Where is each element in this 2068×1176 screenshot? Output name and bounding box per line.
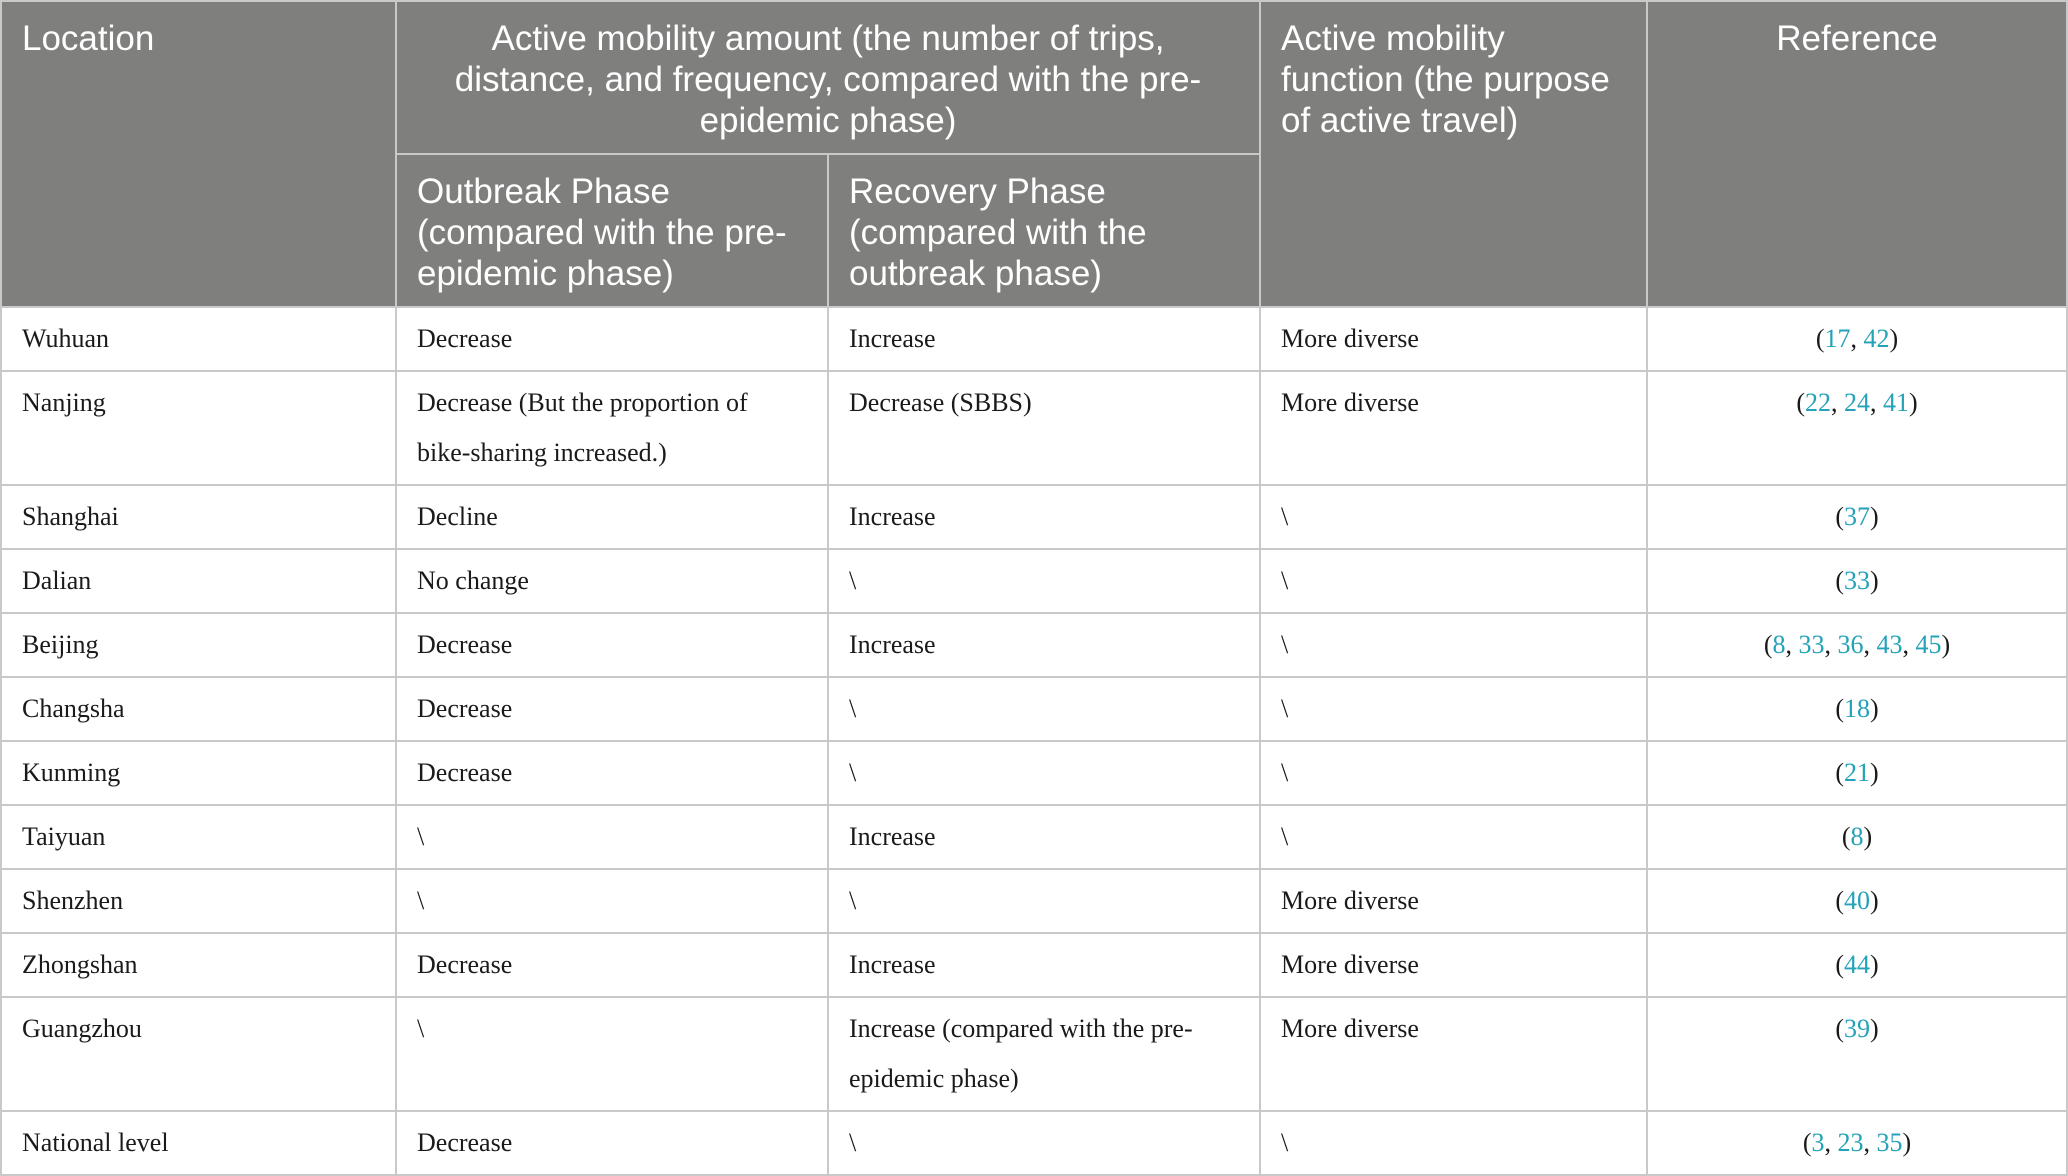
- cell-recovery: \: [828, 1111, 1260, 1175]
- cell-outbreak: \: [396, 869, 828, 933]
- cell-reference: (8): [1647, 805, 2067, 869]
- cell-reference: (21): [1647, 741, 2067, 805]
- cell-recovery: Increase (compared with the pre-epidemic phase): [828, 997, 1260, 1111]
- reference-link[interactable]: 21: [1844, 758, 1871, 787]
- cell-function: More diverse: [1260, 371, 1647, 485]
- cell-outbreak: Decline: [396, 485, 828, 549]
- table-row: [1, 997, 2067, 1111]
- cell-recovery: Increase: [828, 307, 1260, 371]
- cell-function: More diverse: [1260, 933, 1647, 997]
- cell-function: More diverse: [1260, 869, 1647, 933]
- reference-link[interactable]: 40: [1844, 886, 1871, 915]
- cell-recovery: Increase: [828, 805, 1260, 869]
- cell-function: More diverse: [1260, 307, 1647, 371]
- header-location: Location: [1, 1, 396, 307]
- table-row: [1, 805, 2067, 869]
- header-mobility-amount: Active mobility amount (the number of trips, distance, and frequency, compared with the pre-epidemic phase): [396, 1, 1260, 154]
- cell-function: \: [1260, 805, 1647, 869]
- table-row: [1, 485, 2067, 549]
- reference-link[interactable]: 43: [1876, 630, 1903, 659]
- reference-link[interactable]: 8: [1772, 630, 1786, 659]
- cell-outbreak: No change: [396, 549, 828, 613]
- cell-function: \: [1260, 613, 1647, 677]
- cell-reference: (33): [1647, 549, 2067, 613]
- header-mobility-function: Active mobility function (the purpose of active travel): [1260, 1, 1647, 307]
- cell-recovery: \: [828, 869, 1260, 933]
- cell-outbreak: Decrease: [396, 1111, 828, 1175]
- reference-link[interactable]: 36: [1837, 630, 1864, 659]
- cell-location: Shanghai: [1, 485, 396, 549]
- cell-outbreak: Decrease: [396, 613, 828, 677]
- cell-recovery: Increase: [828, 485, 1260, 549]
- cell-location: Beijing: [1, 613, 396, 677]
- reference-link[interactable]: 33: [1798, 630, 1825, 659]
- header-recovery-phase: Recovery Phase (compared with the outbreak phase): [828, 154, 1260, 307]
- reference-link[interactable]: 3: [1811, 1128, 1825, 1157]
- cell-recovery: \: [828, 549, 1260, 613]
- cell-outbreak: Decrease: [396, 741, 828, 805]
- cell-location: Dalian: [1, 549, 396, 613]
- cell-function: \: [1260, 485, 1647, 549]
- cell-reference: (39): [1647, 997, 2067, 1111]
- table-row: [1, 741, 2067, 805]
- reference-link[interactable]: 33: [1844, 566, 1871, 595]
- cell-location: Kunming: [1, 741, 396, 805]
- cell-outbreak: Decrease: [396, 933, 828, 997]
- cell-reference: (3, 23, 35): [1647, 1111, 2067, 1175]
- table-row: [1, 549, 2067, 613]
- header-reference: Reference: [1647, 1, 2067, 307]
- reference-link[interactable]: 8: [1850, 822, 1864, 851]
- cell-function: \: [1260, 549, 1647, 613]
- reference-link[interactable]: 44: [1844, 950, 1871, 979]
- reference-link[interactable]: 22: [1805, 388, 1832, 417]
- table-row: [1, 677, 2067, 741]
- cell-outbreak: \: [396, 997, 828, 1111]
- cell-reference: (18): [1647, 677, 2067, 741]
- table-body: [1, 307, 2067, 1175]
- cell-recovery: Increase: [828, 933, 1260, 997]
- cell-function: \: [1260, 741, 1647, 805]
- cell-reference: (37): [1647, 485, 2067, 549]
- cell-outbreak: \: [396, 805, 828, 869]
- cell-location: Shenzhen: [1, 869, 396, 933]
- reference-link[interactable]: 42: [1863, 324, 1890, 353]
- cell-reference: (8, 33, 36, 43, 45): [1647, 613, 2067, 677]
- cell-function: \: [1260, 677, 1647, 741]
- cell-location: Guangzhou: [1, 997, 396, 1111]
- cell-outbreak: Decrease: [396, 677, 828, 741]
- reference-link[interactable]: 23: [1837, 1128, 1864, 1157]
- cell-recovery: \: [828, 677, 1260, 741]
- cell-location: Wuhuan: [1, 307, 396, 371]
- cell-outbreak: Decrease: [396, 307, 828, 371]
- cell-outbreak: Decrease (But the proportion of bike-sharing increased.): [396, 371, 828, 485]
- cell-location: Zhongshan: [1, 933, 396, 997]
- reference-link[interactable]: 18: [1844, 694, 1871, 723]
- table-row: [1, 613, 2067, 677]
- cell-reference: (17, 42): [1647, 307, 2067, 371]
- header-outbreak-phase: Outbreak Phase (compared with the pre-epidemic phase): [396, 154, 828, 307]
- cell-reference: (22, 24, 41): [1647, 371, 2067, 485]
- table-row: [1, 1111, 2067, 1175]
- reference-link[interactable]: 17: [1824, 324, 1851, 353]
- cell-location: Nanjing: [1, 371, 396, 485]
- table-row: [1, 869, 2067, 933]
- cell-location: National level: [1, 1111, 396, 1175]
- cell-function: More diverse: [1260, 997, 1647, 1111]
- cell-reference: (44): [1647, 933, 2067, 997]
- reference-link[interactable]: 37: [1844, 502, 1871, 531]
- cell-recovery: Increase: [828, 613, 1260, 677]
- reference-link[interactable]: 24: [1844, 388, 1871, 417]
- table-row: [1, 371, 2067, 485]
- reference-link[interactable]: 35: [1876, 1128, 1903, 1157]
- table-row: [1, 933, 2067, 997]
- cell-location: Taiyuan: [1, 805, 396, 869]
- cell-location: Changsha: [1, 677, 396, 741]
- table-header: [1, 1, 2067, 307]
- table-row: [1, 307, 2067, 371]
- cell-recovery: \: [828, 741, 1260, 805]
- cell-function: \: [1260, 1111, 1647, 1175]
- cell-reference: (40): [1647, 869, 2067, 933]
- cell-recovery: Decrease (SBBS): [828, 371, 1260, 485]
- reference-link[interactable]: 41: [1883, 388, 1910, 417]
- reference-link[interactable]: 45: [1915, 630, 1942, 659]
- reference-link[interactable]: 39: [1844, 1014, 1871, 1043]
